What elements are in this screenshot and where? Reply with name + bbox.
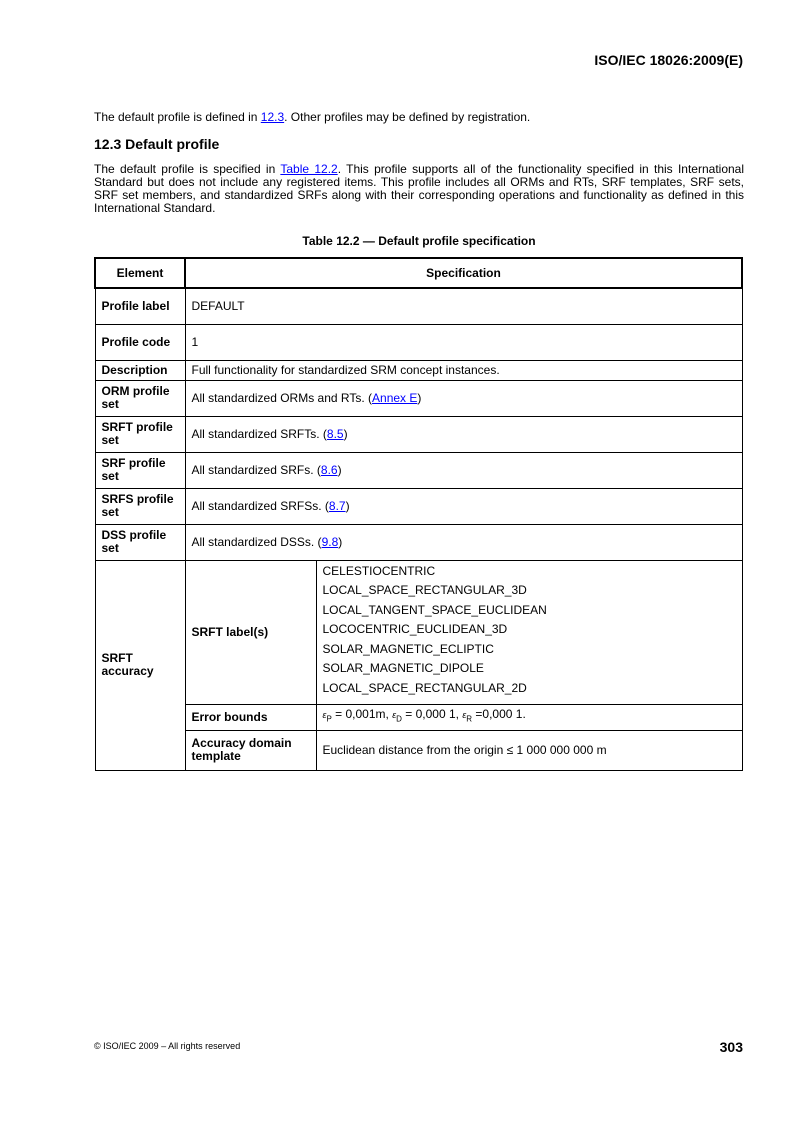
body-text-before: The default profile is specified in bbox=[94, 162, 281, 176]
table-row bbox=[95, 416, 742, 452]
accuracy-domain-row bbox=[95, 730, 742, 770]
page-content bbox=[94, 111, 744, 771]
row-spec bbox=[185, 452, 742, 488]
intro-text-before: The default profile is defined in bbox=[94, 110, 261, 124]
spec-text: All standardized SRFs. ( bbox=[191, 462, 321, 477]
profile-spec-table bbox=[94, 257, 743, 771]
table-row bbox=[95, 324, 742, 360]
accuracy-element: SRFT accuracy bbox=[95, 560, 185, 770]
epsilon-symbol: ε bbox=[322, 710, 327, 721]
section-12-3-link[interactable]: 12.3 bbox=[260, 110, 285, 124]
error-bounds-value bbox=[316, 704, 742, 730]
subscript-r: R bbox=[466, 714, 473, 724]
value-r: =0,000 1. bbox=[472, 707, 526, 722]
row-spec: Full functionality for standardized SRM concept instances. bbox=[185, 360, 742, 380]
spec-close: ) bbox=[338, 534, 343, 549]
spec-text: All standardized SRFTs. ( bbox=[191, 426, 327, 441]
value-p: = 0,001m, bbox=[331, 707, 393, 722]
intro-text-after: . Other profiles may be defined by registration. bbox=[284, 110, 531, 124]
table-header-row bbox=[95, 258, 742, 288]
table-row bbox=[95, 288, 742, 324]
document-id: ISO/IEC 18026:2009(E) bbox=[594, 52, 743, 68]
table-12-2-link[interactable]: Table 12.2 bbox=[280, 162, 338, 176]
accuracy-domain-value: Euclidean distance from the origin ≤ 1 000 000 000 m bbox=[316, 730, 742, 770]
srft-label: SOLAR_MAGNETIC_ECLIPTIC bbox=[322, 641, 494, 656]
table-row bbox=[95, 488, 742, 524]
spec-text: All standardized DSSs. ( bbox=[191, 534, 322, 549]
accuracy-labels-row bbox=[95, 560, 742, 704]
annex-e-link[interactable]: Annex E bbox=[372, 390, 418, 405]
subscript-d: D bbox=[396, 714, 402, 724]
table-caption: Table 12.2 — Default profile specification bbox=[302, 234, 536, 248]
section-8-6-link[interactable]: 8.6 bbox=[320, 462, 338, 477]
table-row bbox=[95, 452, 742, 488]
table-row bbox=[95, 380, 742, 416]
row-element: Profile code bbox=[95, 324, 185, 360]
table-row bbox=[95, 360, 742, 380]
section-heading: 12.3 Default profile bbox=[94, 136, 220, 152]
spec-close: ) bbox=[417, 390, 422, 405]
epsilon-symbol: ε bbox=[462, 710, 467, 721]
row-spec bbox=[185, 380, 742, 416]
table-row bbox=[95, 524, 742, 560]
srft-label: LOCAL_SPACE_RECTANGULAR_2D bbox=[322, 681, 527, 696]
srft-label: CELESTIOCENTRIC bbox=[322, 563, 436, 578]
section-8-5-link[interactable]: 8.5 bbox=[326, 426, 344, 441]
page-number: 303 bbox=[719, 1039, 743, 1055]
spec-close: ) bbox=[343, 426, 348, 441]
row-element: Profile label bbox=[95, 288, 185, 324]
row-element: SRFT profile set bbox=[95, 416, 185, 452]
value-d: = 0,000 1, bbox=[401, 707, 463, 722]
body-text-after: . This profile supports all of the functionality specified in this International Standard but does not include any registered items. This profile includes all ORMs and RTs, SRF templates, SRF sets, SRF set members, and standardized SRFs along with their corresponding operations and functionality as defined in this International Standard. bbox=[94, 162, 745, 215]
accuracy-domain-title: Accuracy domain template bbox=[185, 730, 316, 770]
row-spec: DEFAULT bbox=[185, 288, 742, 324]
subscript-p: P bbox=[326, 714, 332, 724]
srft-label: LOCAL_SPACE_RECTANGULAR_3D bbox=[322, 583, 527, 598]
row-spec bbox=[185, 524, 742, 560]
row-element: ORM profile set bbox=[95, 380, 185, 416]
row-element: SRFS profile set bbox=[95, 488, 185, 524]
epsilon-symbol: ε bbox=[392, 710, 397, 721]
row-spec bbox=[185, 488, 742, 524]
row-element: SRF profile set bbox=[95, 452, 185, 488]
error-bounds-title: Error bounds bbox=[185, 704, 316, 730]
row-element: Description bbox=[95, 360, 185, 380]
copyright-notice: © ISO/IEC 2009 – All rights reserved bbox=[94, 1041, 241, 1051]
row-spec bbox=[185, 416, 742, 452]
spec-text: All standardized SRFSs. ( bbox=[191, 498, 329, 513]
row-element: DSS profile set bbox=[95, 524, 185, 560]
error-bounds-row bbox=[95, 704, 742, 730]
srft-label: LOCOCENTRIC_EUCLIDEAN_3D bbox=[322, 622, 508, 637]
spec-close: ) bbox=[345, 498, 350, 513]
srft-label: LOCAL_TANGENT_SPACE_EUCLIDEAN bbox=[322, 602, 547, 617]
row-spec: 1 bbox=[185, 324, 742, 360]
header-specification: Specification bbox=[185, 258, 742, 288]
spec-text: All standardized ORMs and RTs. ( bbox=[191, 390, 373, 405]
srft-labels-list bbox=[316, 560, 742, 704]
srft-label: SOLAR_MAGNETIC_DIPOLE bbox=[322, 661, 484, 676]
body-paragraph bbox=[94, 163, 744, 215]
spec-close: ) bbox=[337, 462, 342, 477]
intro-paragraph bbox=[94, 111, 744, 124]
srft-labels-title: SRFT label(s) bbox=[185, 560, 316, 704]
section-9-8-link[interactable]: 9.8 bbox=[321, 534, 339, 549]
header-element: Element bbox=[95, 258, 185, 288]
section-8-7-link[interactable]: 8.7 bbox=[328, 498, 346, 513]
